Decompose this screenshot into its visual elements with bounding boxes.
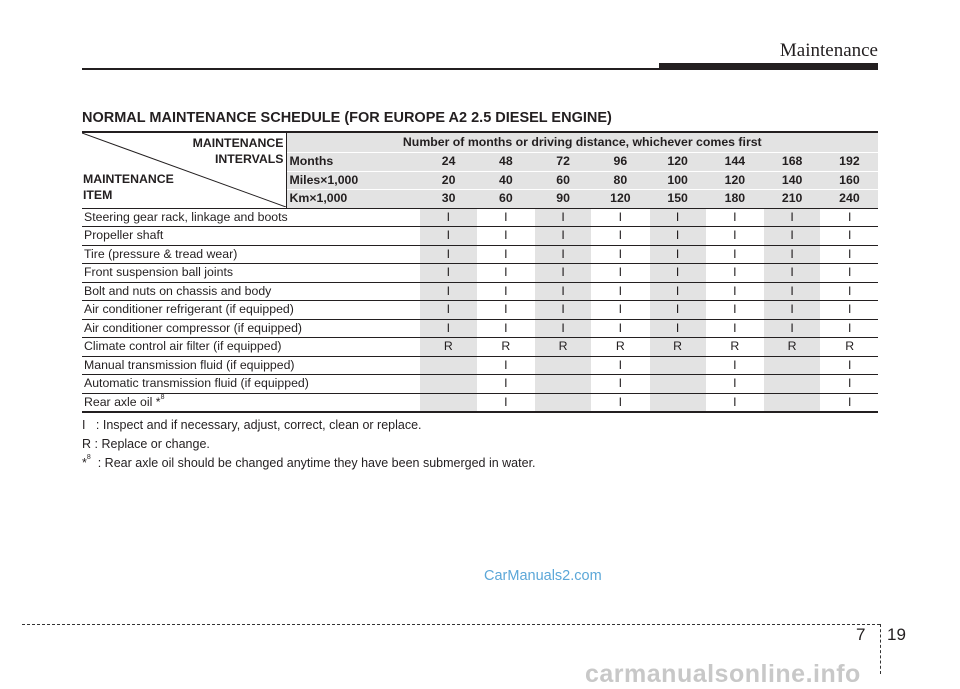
legend-inspect [82, 416, 536, 435]
schedule-cell: I [764, 227, 821, 246]
maintenance-item-text: Tire (pressure & tread wear) [84, 246, 238, 261]
interval-value: 120 [592, 190, 649, 209]
header-bar [659, 63, 878, 70]
schedule-cell: I [420, 227, 477, 246]
schedule-cell: I [649, 264, 706, 283]
schedule-cell [420, 356, 477, 375]
interval-value: 90 [535, 190, 592, 209]
legend-text-replace: : Replace or change. [94, 437, 210, 451]
header-corner-cell [82, 132, 286, 208]
interval-value: 80 [592, 171, 649, 190]
schedule-cell: I [592, 375, 649, 394]
interval-value: 144 [706, 153, 763, 172]
legend-footnote-mark: 8 [86, 454, 91, 461]
table-row [82, 356, 878, 375]
table-row [82, 393, 878, 412]
interval-value: 120 [649, 153, 706, 172]
schedule-cell: I [649, 319, 706, 338]
maintenance-item-name [82, 319, 420, 338]
table-row [82, 227, 878, 246]
maintenance-item-name [82, 245, 420, 264]
legend-key-inspect: I [82, 418, 86, 432]
maintenance-item-name [82, 227, 420, 246]
legend-replace [82, 435, 536, 454]
schedule-cell [535, 393, 592, 412]
maintenance-item-text: Steering gear rack, linkage and boots [84, 209, 288, 224]
schedule-cell: I [592, 282, 649, 301]
schedule-cell: I [477, 208, 534, 227]
schedule-cell: I [535, 208, 592, 227]
interval-value: 60 [535, 171, 592, 190]
schedule-cell: I [821, 208, 878, 227]
interval-row-label: Months [286, 153, 420, 172]
schedule-cell [649, 393, 706, 412]
legend-text-footnote: : Rear axle oil should be changed anytime they have been submerged in water. [97, 456, 536, 470]
table-row [82, 301, 878, 320]
schedule-cell: I [592, 264, 649, 283]
schedule-cell [420, 375, 477, 394]
maintenance-item-name [82, 338, 420, 357]
interval-row-label: Miles×1,000 [286, 171, 420, 190]
schedule-cell: I [706, 208, 763, 227]
interval-value: 150 [649, 190, 706, 209]
interval-row-label: Km×1,000 [286, 190, 420, 209]
maintenance-item-text: Manual transmission fluid (if equipped) [84, 357, 295, 372]
maintenance-item-text: Rear axle oil * [84, 394, 161, 409]
page-number: 19 [887, 625, 906, 644]
schedule-cell: I [821, 356, 878, 375]
legend [82, 416, 536, 473]
schedule-cell: R [764, 338, 821, 357]
schedule-cell: I [649, 227, 706, 246]
table-row [82, 282, 878, 301]
schedule-cell: I [764, 301, 821, 320]
corner-intervals-line2: INTERVALS [214, 152, 284, 166]
schedule-cell: I [420, 301, 477, 320]
schedule-cell: I [420, 208, 477, 227]
maintenance-item-name [82, 301, 420, 320]
schedule-cell: I [535, 282, 592, 301]
interval-value: 168 [764, 153, 821, 172]
schedule-cell: I [420, 319, 477, 338]
schedule-cell [649, 375, 706, 394]
schedule-cell [535, 375, 592, 394]
schedule-cell: R [420, 338, 477, 357]
schedule-cell [764, 393, 821, 412]
schedule-cell: I [821, 301, 878, 320]
schedule-cell [649, 356, 706, 375]
schedule-cell: I [649, 282, 706, 301]
schedule-cell [764, 356, 821, 375]
schedule-cell: I [764, 208, 821, 227]
schedule-cell: I [477, 356, 534, 375]
maintenance-item-name [82, 393, 420, 412]
schedule-cell: I [477, 319, 534, 338]
schedule-cell: R [535, 338, 592, 357]
schedule-cell: I [420, 264, 477, 283]
maintenance-item-text: Bolt and nuts on chassis and body [84, 283, 272, 298]
corner-intervals-line1: MAINTENANCE [192, 136, 284, 150]
footer-dashed-divider [880, 624, 881, 674]
legend-text-inspect: : Inspect and if necessary, adjust, correct, clean or replace. [95, 418, 422, 432]
interval-value: 48 [477, 153, 534, 172]
interval-value: 40 [477, 171, 534, 190]
corner-item-label [83, 171, 174, 203]
interval-value: 20 [420, 171, 477, 190]
schedule-cell: I [535, 264, 592, 283]
section-title: Maintenance [779, 40, 878, 61]
schedule-cell: I [477, 375, 534, 394]
maintenance-item-text: Front suspension ball joints [84, 265, 234, 280]
header-rule [82, 68, 659, 70]
maintenance-item-text: Automatic transmission fluid (if equipped) [84, 376, 309, 391]
interval-value: 96 [592, 153, 649, 172]
schedule-cell: I [821, 264, 878, 283]
maintenance-item-name [82, 375, 420, 394]
schedule-cell: R [649, 338, 706, 357]
schedule-cell: I [706, 264, 763, 283]
schedule-cell: I [420, 245, 477, 264]
schedule-cell: I [592, 208, 649, 227]
schedule-cell: I [477, 301, 534, 320]
schedule-cell: I [706, 301, 763, 320]
interval-value: 24 [420, 153, 477, 172]
interval-value: 30 [420, 190, 477, 209]
legend-key-replace: R [82, 437, 92, 451]
schedule-cell: I [649, 245, 706, 264]
interval-value: 240 [821, 190, 878, 209]
schedule-cell: I [420, 282, 477, 301]
schedule-cell: I [764, 245, 821, 264]
schedule-cell: I [592, 245, 649, 264]
schedule-cell: I [821, 375, 878, 394]
schedule-cell: I [764, 264, 821, 283]
schedule-cell: I [764, 319, 821, 338]
maintenance-item-name [82, 264, 420, 283]
schedule-cell: I [592, 227, 649, 246]
schedule-cell [420, 393, 477, 412]
schedule-cell: R [821, 338, 878, 357]
maintenance-item-text: Air conditioner compressor (if equipped) [84, 320, 303, 335]
schedule-cell: I [477, 393, 534, 412]
schedule-cell: I [706, 319, 763, 338]
corner-item-line2: ITEM [83, 188, 113, 202]
schedule-cell: I [706, 245, 763, 264]
interval-value: 120 [706, 171, 763, 190]
schedule-cell: I [821, 319, 878, 338]
corner-intervals-label [193, 135, 284, 167]
schedule-cell [764, 375, 821, 394]
schedule-cell: I [592, 319, 649, 338]
schedule-cell: I [477, 282, 534, 301]
maintenance-item-text: Propeller shaft [84, 228, 164, 243]
table-row [82, 319, 878, 338]
maintenance-schedule-table [82, 131, 878, 413]
schedule-cell: I [592, 356, 649, 375]
table-row [82, 375, 878, 394]
schedule-cell: I [706, 356, 763, 375]
schedule-cell [535, 356, 592, 375]
interval-value: 100 [649, 171, 706, 190]
schedule-cell: I [821, 393, 878, 412]
footnote-mark: 8 [160, 393, 165, 401]
table-row [82, 208, 878, 227]
schedule-cell: I [764, 282, 821, 301]
schedule-cell: I [821, 245, 878, 264]
table-row [82, 338, 878, 357]
schedule-cell: I [535, 227, 592, 246]
watermark-logo: CarManuals2.com [484, 568, 602, 584]
schedule-cell: I [706, 282, 763, 301]
schedule-title: NORMAL MAINTENANCE SCHEDULE (FOR EUROPE A2 2.5 DIESEL ENGINE) [82, 110, 612, 126]
schedule-cell: R [706, 338, 763, 357]
legend-footnote [82, 454, 536, 473]
schedule-cell: I [535, 245, 592, 264]
maintenance-item-name [82, 282, 420, 301]
interval-value: 160 [821, 171, 878, 190]
schedule-cell: I [477, 245, 534, 264]
table-row [82, 245, 878, 264]
maintenance-item-text: Air conditioner refrigerant (if equipped) [84, 302, 294, 317]
interval-value: 180 [706, 190, 763, 209]
interval-value: 72 [535, 153, 592, 172]
schedule-cell: R [477, 338, 534, 357]
interval-value: 140 [764, 171, 821, 190]
footer-dashed-rule [22, 624, 880, 625]
schedule-cell: I [592, 393, 649, 412]
schedule-cell: I [821, 282, 878, 301]
table-row [82, 264, 878, 283]
site-watermark: carmanualsonline.info [585, 660, 861, 688]
interval-value: 210 [764, 190, 821, 209]
schedule-cell: I [821, 227, 878, 246]
maintenance-item-name [82, 208, 420, 227]
schedule-cell: I [592, 301, 649, 320]
schedule-cell: R [592, 338, 649, 357]
interval-value: 60 [477, 190, 534, 209]
maintenance-item-name [82, 356, 420, 375]
corner-item-line1: MAINTENANCE [83, 172, 174, 186]
schedule-cell: I [706, 375, 763, 394]
schedule-cell: I [477, 264, 534, 283]
chapter-number: 7 [856, 625, 866, 644]
schedule-cell: I [477, 227, 534, 246]
maintenance-item-text: Climate control air filter (if equipped) [84, 339, 282, 354]
schedule-cell: I [706, 227, 763, 246]
schedule-cell: I [706, 393, 763, 412]
interval-caption: Number of months or driving distance, whichever comes first [286, 132, 878, 153]
schedule-cell: I [535, 319, 592, 338]
schedule-cell: I [649, 208, 706, 227]
interval-value: 192 [821, 153, 878, 172]
schedule-cell: I [649, 301, 706, 320]
schedule-cell: I [535, 301, 592, 320]
legend-key-footnote: * [82, 456, 87, 470]
